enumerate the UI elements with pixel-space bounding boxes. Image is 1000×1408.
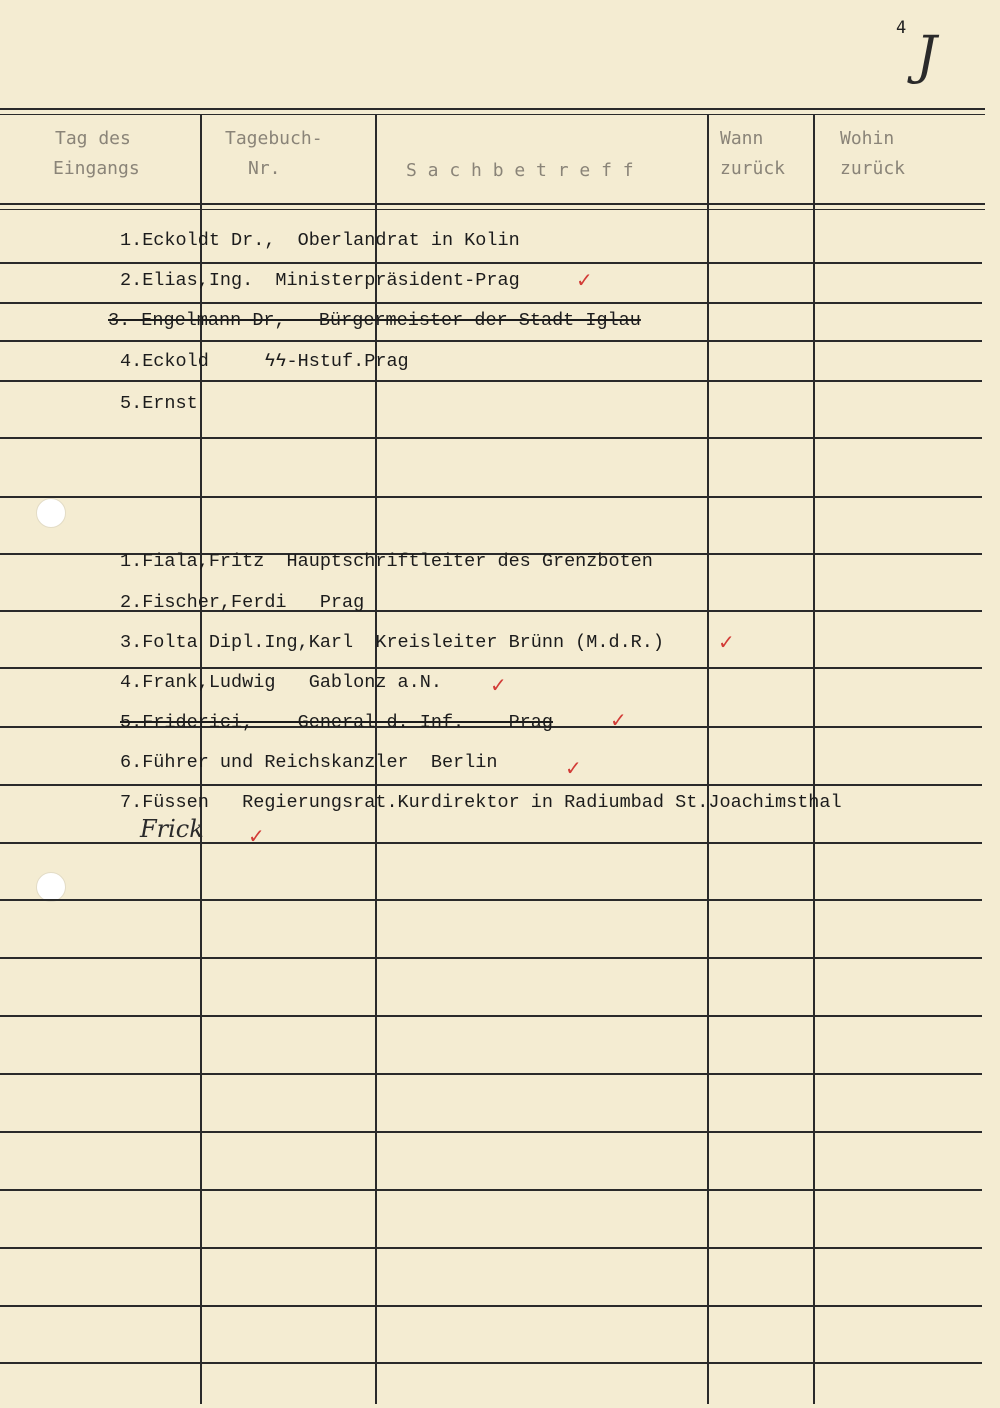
- row-rule: [0, 380, 982, 382]
- entry-e-5: 5.Ernst: [120, 393, 198, 414]
- header-nr: Nr.: [248, 158, 281, 179]
- handwritten-mark: J: [916, 26, 937, 86]
- row-rule: [0, 1015, 982, 1017]
- row-rule: [0, 437, 982, 439]
- header-top-rule: [0, 108, 985, 110]
- row-rule: [0, 1131, 982, 1133]
- header-bottom-rule: [0, 203, 985, 205]
- column-divider-4: [813, 114, 815, 1404]
- row-rule: [0, 784, 982, 786]
- row-rule: [0, 340, 982, 342]
- check-mark: ✓: [248, 824, 265, 848]
- header-tagebuch: Tagebuch-: [225, 128, 323, 149]
- header-bottom-rule-2: [0, 209, 985, 210]
- entry-f-6: 6.Führer und Reichskanzler Berlin: [120, 752, 498, 773]
- entry-e-1: 1.Eckoldt Dr., Oberlandrat in Kolin: [120, 230, 520, 251]
- row-rule: [0, 1073, 982, 1075]
- row-rule: [0, 302, 982, 304]
- entry-e-3-struck: 3. Engelmann Dr, Bürgermeister der Stadt Iglau: [108, 310, 641, 331]
- row-rule: [0, 667, 982, 669]
- header-eingangs: Eingangs: [53, 158, 140, 179]
- punch-hole-upper: [36, 498, 66, 528]
- row-rule: [0, 957, 982, 959]
- entry-f-7: 7.Füssen Regierungsrat.Kurdirektor in Radiumbad St.Joachimsthal: [120, 792, 842, 813]
- row-rule: [0, 1362, 982, 1364]
- header-wohin: Wohin: [840, 128, 895, 149]
- entry-f-1: 1.Fiala,Fritz Hauptschriftleiter des Grenzboten: [120, 551, 653, 572]
- check-mark: ✓: [490, 673, 507, 697]
- header-top-rule-2: [0, 114, 985, 115]
- check-mark: ✓: [718, 630, 735, 654]
- header-tag-des: Tag des: [55, 128, 131, 149]
- entry-e-2: 2.Elias,Ing. Ministerpräsident-Prag: [120, 270, 520, 291]
- row-rule: [0, 1247, 982, 1249]
- header-wohin-zurueck: zurück: [840, 158, 906, 179]
- handwritten-name: Frick: [140, 815, 204, 843]
- row-rule: [0, 899, 982, 901]
- column-divider-3: [707, 114, 709, 1404]
- entry-f-2: 2.Fischer,Ferdi Prag: [120, 592, 365, 613]
- check-mark: ✓: [576, 268, 593, 292]
- entry-f-3: 3.Folta Dipl.Ing,Karl Kreisleiter Brünn (M.d.R.): [120, 632, 664, 653]
- header-wann: Wann: [720, 128, 764, 149]
- check-mark: ✓: [565, 756, 582, 780]
- row-rule: [0, 262, 982, 264]
- row-rule: [0, 496, 982, 498]
- row-rule: [0, 1189, 982, 1191]
- page-number: 4: [896, 18, 907, 38]
- header-wann-zurueck: zurück: [720, 158, 786, 179]
- entry-f-5-struck: 5.Friderici, General d. Inf. Prag: [120, 712, 553, 733]
- punch-hole-lower: [36, 872, 66, 902]
- header-sachbetreff: S a c h b e t r e f f: [406, 160, 634, 181]
- check-mark: ✓: [610, 708, 627, 732]
- entry-f-4: 4.Frank,Ludwig Gablonz a.N.: [120, 672, 442, 693]
- row-rule: [0, 1305, 982, 1307]
- entry-e-4: 4.Eckold ϟϟ-Hstuf.Prag: [120, 351, 409, 372]
